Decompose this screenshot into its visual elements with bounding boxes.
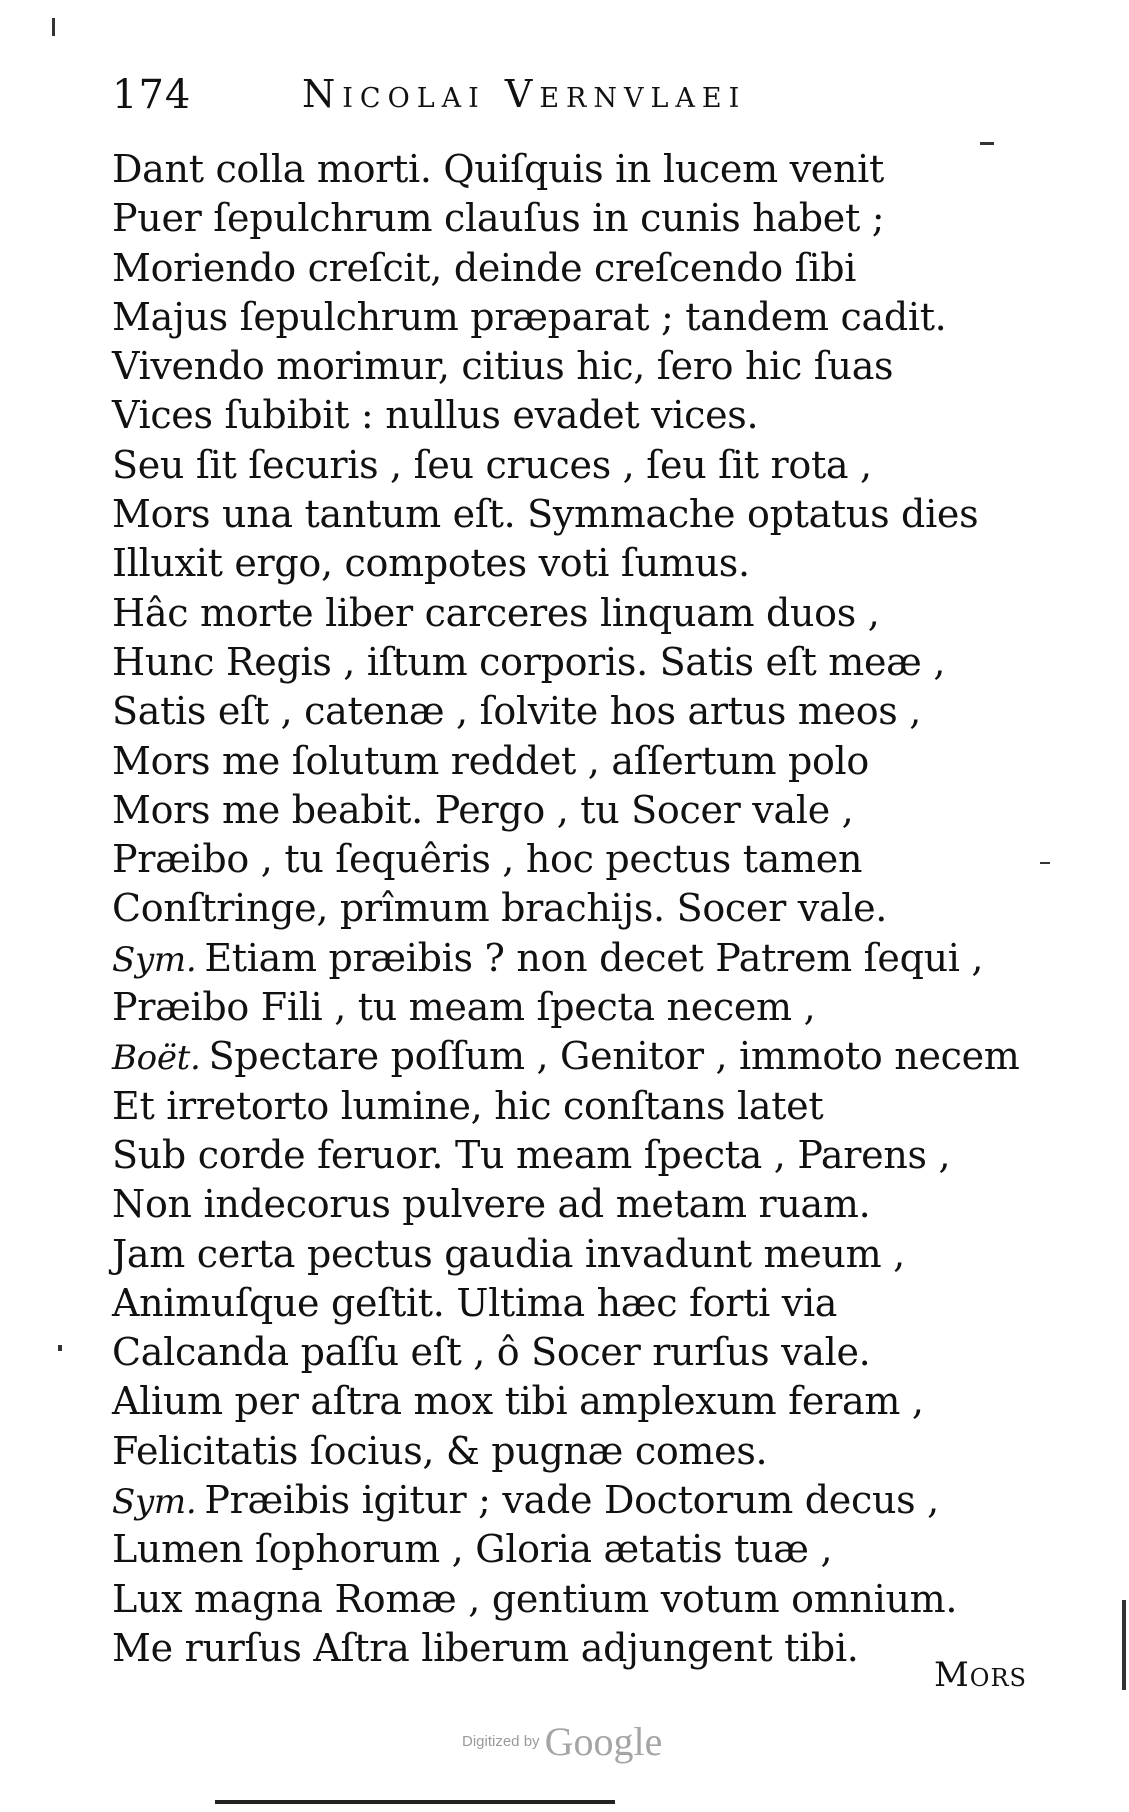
verse-line-text: Hunc Regis , iſtum corporis. Satis eſt meæ , bbox=[112, 639, 946, 684]
verse-line bbox=[112, 194, 992, 243]
verse-line-text: Dant colla morti. Quiſquis in lucem venit bbox=[112, 147, 884, 191]
verse-line-text: Vivendo morimur, citius hic, ſero hic ſuas bbox=[112, 344, 894, 389]
verse-line-text: Etiam præibis ? non decet Patrem ſequi , bbox=[204, 935, 984, 980]
verse-line-text: Satis eſt , catenæ , ſolvite hos artus meos , bbox=[112, 689, 922, 734]
ink-mark bbox=[980, 142, 994, 145]
verse-line bbox=[112, 1624, 992, 1673]
verse-line bbox=[112, 1427, 992, 1476]
speaker-label: Sym. bbox=[112, 1482, 197, 1523]
bottom-rule bbox=[215, 1800, 615, 1804]
page-header bbox=[112, 72, 932, 132]
ink-mark bbox=[1040, 862, 1050, 864]
verse-line bbox=[112, 1476, 992, 1525]
verse-line-text: Moriendo creſcit, deinde creſcendo ſibi bbox=[112, 245, 857, 290]
verse-line bbox=[112, 737, 992, 786]
verse-line bbox=[112, 293, 992, 342]
verse-line-text: Præibo Fili , tu meam ſpecta necem , bbox=[112, 985, 816, 1030]
verse-line bbox=[112, 391, 992, 440]
speaker-label: Sym. bbox=[112, 939, 197, 980]
verse-line bbox=[112, 145, 992, 194]
verse-line bbox=[112, 441, 992, 490]
verse-line bbox=[112, 1230, 992, 1279]
verse-line-text: Sub corde feruor. Tu meam ſpecta , Parens , bbox=[112, 1132, 951, 1177]
verse-line bbox=[112, 1575, 992, 1624]
verse-line bbox=[112, 1279, 992, 1328]
verse-line-text: Felicitatis ſocius, & pugnæ comes. bbox=[112, 1428, 768, 1473]
verse-line-text: Calcanda paſſu eſt , ô Socer rurſus vale. bbox=[112, 1330, 871, 1375]
speaker-label: Boët. bbox=[112, 1038, 201, 1079]
verse-line-text: Puer ſepulchrum clauſus in cunis habet ; bbox=[112, 196, 885, 241]
verse-line bbox=[112, 244, 992, 293]
verse-line-text: Conſtringe, prîmum brachijs. Socer vale. bbox=[112, 886, 888, 931]
verse-line-text: Lux magna Romæ , gentium votum omnium. bbox=[112, 1576, 958, 1621]
verse-line bbox=[112, 1377, 992, 1426]
verse-line bbox=[112, 934, 992, 983]
verse-line bbox=[112, 539, 992, 588]
page-number: 174 bbox=[112, 72, 192, 118]
verse-line bbox=[112, 638, 992, 687]
google-logo: Google bbox=[544, 1719, 663, 1764]
verse-line bbox=[112, 835, 992, 884]
verse-line-text: Spectare poſſum , Genitor , immoto necem bbox=[208, 1034, 1020, 1079]
verse-line-text: Seu ſit ſecuris , ſeu cruces , ſeu ſit rota , bbox=[112, 442, 872, 487]
verse-line bbox=[112, 786, 992, 835]
verse-line bbox=[112, 1082, 992, 1131]
verse-line-text: Mors me ſolutum reddet , aſſertum polo bbox=[112, 738, 869, 783]
verse-line bbox=[112, 1525, 992, 1574]
verse-line-text: Animuſque geſtit. Ultima hæc forti via bbox=[112, 1280, 838, 1325]
verse-line bbox=[112, 342, 992, 391]
verse-line bbox=[112, 490, 992, 539]
verse-line-text: Mors una tantum eſt. Symmache optatus dies bbox=[112, 492, 979, 537]
verse-line bbox=[112, 983, 992, 1032]
verse-line-text: Mors me beabit. Pergo , tu Socer vale , bbox=[112, 787, 854, 832]
ink-mark bbox=[58, 1345, 62, 1351]
verse-line-text: Illuxit ergo, compotes voti ſumus. bbox=[112, 541, 750, 586]
google-watermark bbox=[462, 1718, 662, 1765]
verse-line bbox=[112, 884, 992, 933]
verse-line bbox=[112, 1180, 992, 1229]
verse-line-text: Hâc morte liber carceres linquam duos , bbox=[112, 590, 880, 635]
verse-line-text: Alium per aſtra mox tibi amplexum feram , bbox=[112, 1379, 924, 1424]
running-head: Nicolai Vernvlaei bbox=[302, 72, 747, 116]
verse-line-text: Majus ſepulchrum præparat ; tandem cadit. bbox=[112, 294, 947, 339]
verse-line bbox=[112, 687, 992, 736]
verse-line-text: Jam certa pectus gaudia invadunt meum , bbox=[112, 1231, 905, 1276]
verse-text bbox=[112, 145, 1020, 1673]
verse-line-text: Præibis igitur ; vade Doctorum decus , bbox=[204, 1478, 939, 1523]
catchword: Mors bbox=[933, 1655, 1027, 1695]
verse-line-text: Lumen ſophorum , Gloria ætatis tuæ , bbox=[112, 1527, 833, 1572]
verse-line bbox=[112, 1032, 1020, 1081]
verse-line-text: Vices ſubibit : nullus evadet vices. bbox=[112, 393, 759, 438]
verse-line-text: Et irretorto lumine, hic conſtans latet bbox=[112, 1083, 824, 1128]
digitized-by-label: Digitized by bbox=[462, 1733, 540, 1750]
ink-mark bbox=[1122, 1600, 1126, 1690]
verse-line bbox=[112, 1131, 992, 1180]
verse-line bbox=[112, 589, 992, 638]
verse-line bbox=[112, 1328, 992, 1377]
verse-line-text: Non indecorus pulvere ad metam ruam. bbox=[112, 1182, 871, 1227]
verse-line-text: Me rurſus Aſtra liberum adjungent tibi. bbox=[112, 1625, 859, 1670]
ink-mark bbox=[52, 18, 55, 36]
verse-line-text: Præibo , tu ſequêris , hoc pectus tamen bbox=[112, 837, 863, 882]
